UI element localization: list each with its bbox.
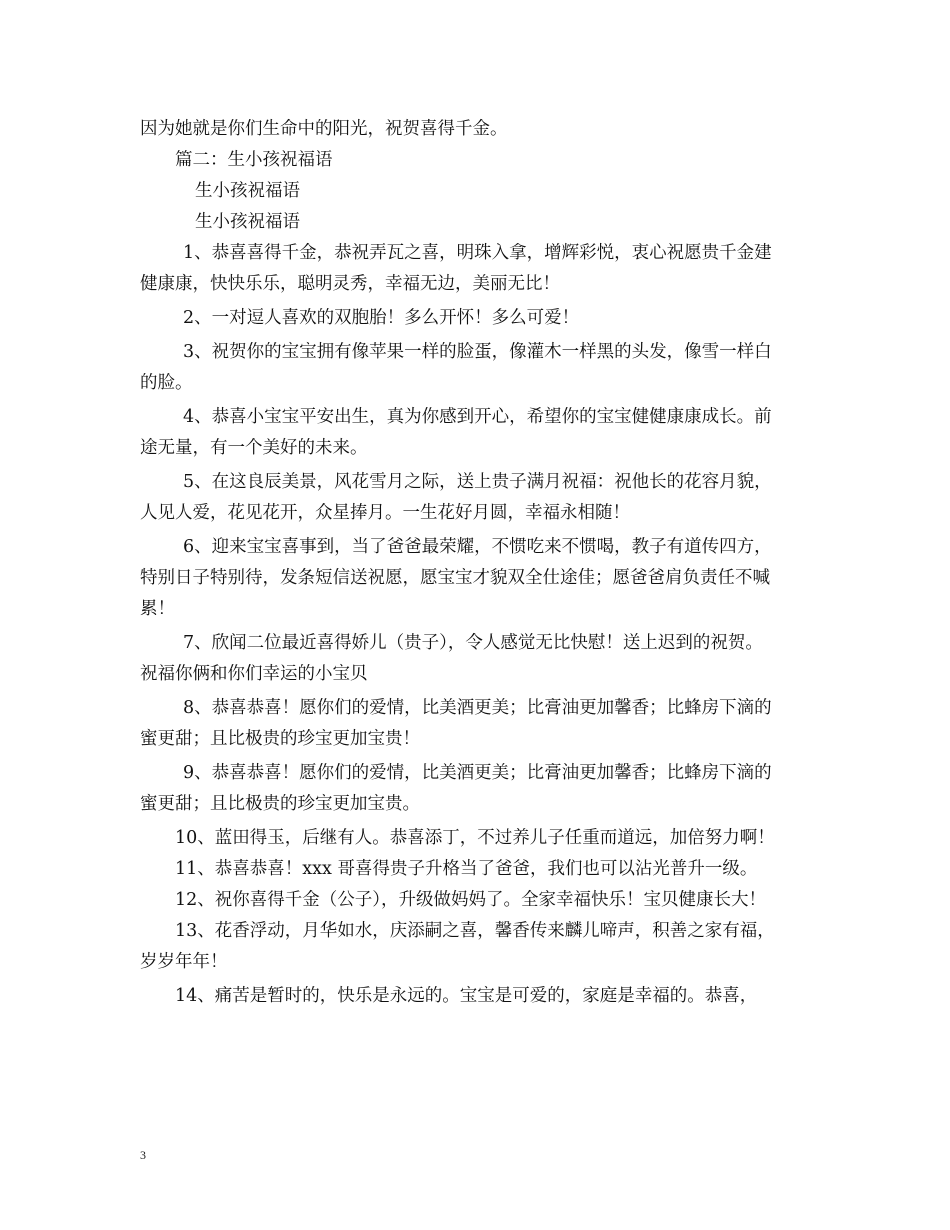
text-line: 人见人爱，花见花开，众星捧月。一生花好月圆，幸福永相随！ [140, 503, 630, 523]
text-line: 10、蓝田得玉，后继有人。恭喜添丁，不过养儿子任重而道远，加倍努力啊！ [175, 828, 775, 848]
text-line: 蜜更甜；且比极贵的珍宝更加宝贵！ [140, 729, 420, 749]
text-line: 健康康，快快乐乐，聪明灵秀，幸福无边，美丽无比！ [140, 274, 560, 294]
text-line: 1、恭喜喜得千金，恭祝弄瓦之喜，明珠入拿，增辉彩悦，衷心祝愿贵千金建 [183, 243, 772, 263]
text-line: 因为她就是你们生命中的阳光，祝贺喜得千金。 [140, 119, 508, 139]
text-line: 的脸。 [140, 373, 193, 393]
text-line: 3、祝贺你的宝宝拥有像苹果一样的脸蛋，像灌木一样黑的头发，像雪一样白 [183, 342, 772, 362]
sub-heading: 生小孩祝福语 [195, 212, 300, 232]
text-line: 12、祝你喜得千金（公子），升级做妈妈了。全家幸福快乐！宝贝健康长大！ [175, 890, 767, 910]
text-line: 特别日子特别待，发条短信送祝愿，愿宝宝才貌双全仕途佳；愿爸爸肩负责任不喊 [140, 568, 770, 588]
text-line: 途无量，有一个美好的未来。 [140, 438, 368, 458]
text-line: 岁岁年年！ [140, 952, 228, 972]
text-line: 2、一对逗人喜欢的双胞胎！多么开怀！多么可爱！ [183, 308, 580, 328]
text-line: 6、迎来宝宝喜事到，当了爸爸最荣耀，不惯吃来不惯喝，教子有道传四方， [183, 537, 772, 557]
text-line: 祝福你俩和你们幸运的小宝贝 [140, 664, 368, 684]
sub-heading: 生小孩祝福语 [195, 181, 300, 201]
text-line: 蜜更甜；且比极贵的珍宝更加宝贵。 [140, 794, 420, 814]
section-heading: 篇二：生小孩祝福语 [175, 150, 333, 170]
text-line: 7、欣闻二位最近喜得娇儿（贵子），令人感觉无比快慰！送上迟到的祝贺。 [183, 633, 763, 653]
text-line: 4、恭喜小宝宝平安出生，真为你感到开心，希望你的宝宝健健康康成长。前 [183, 407, 772, 427]
text-line: 11、恭喜恭喜！xxx 哥喜得贵子升格当了爸爸，我们也可以沾光普升一级。 [175, 859, 758, 879]
text-line: 累！ [140, 599, 175, 619]
text-line: 13、花香浮动，月华如水，庆添嗣之喜，馨香传来麟儿啼声，积善之家有福， [175, 921, 775, 941]
text-line: 9、恭喜恭喜！愿你们的爱情，比美酒更美；比膏油更加馨香；比蜂房下滴的 [183, 763, 772, 783]
text-line: 5、在这良辰美景，风花雪月之际，送上贵子满月祝福：祝他长的花容月貌， [183, 472, 772, 492]
text-line: 8、恭喜恭喜！愿你们的爱情，比美酒更美；比膏油更加馨香；比蜂房下滴的 [183, 698, 772, 718]
page-number: 3 [140, 1148, 146, 1162]
document-body [140, 114, 812, 1012]
text-line: 14、痛苦是暂时的，快乐是永远的。宝宝是可爱的，家庭是幸福的。恭喜， [175, 986, 758, 1006]
